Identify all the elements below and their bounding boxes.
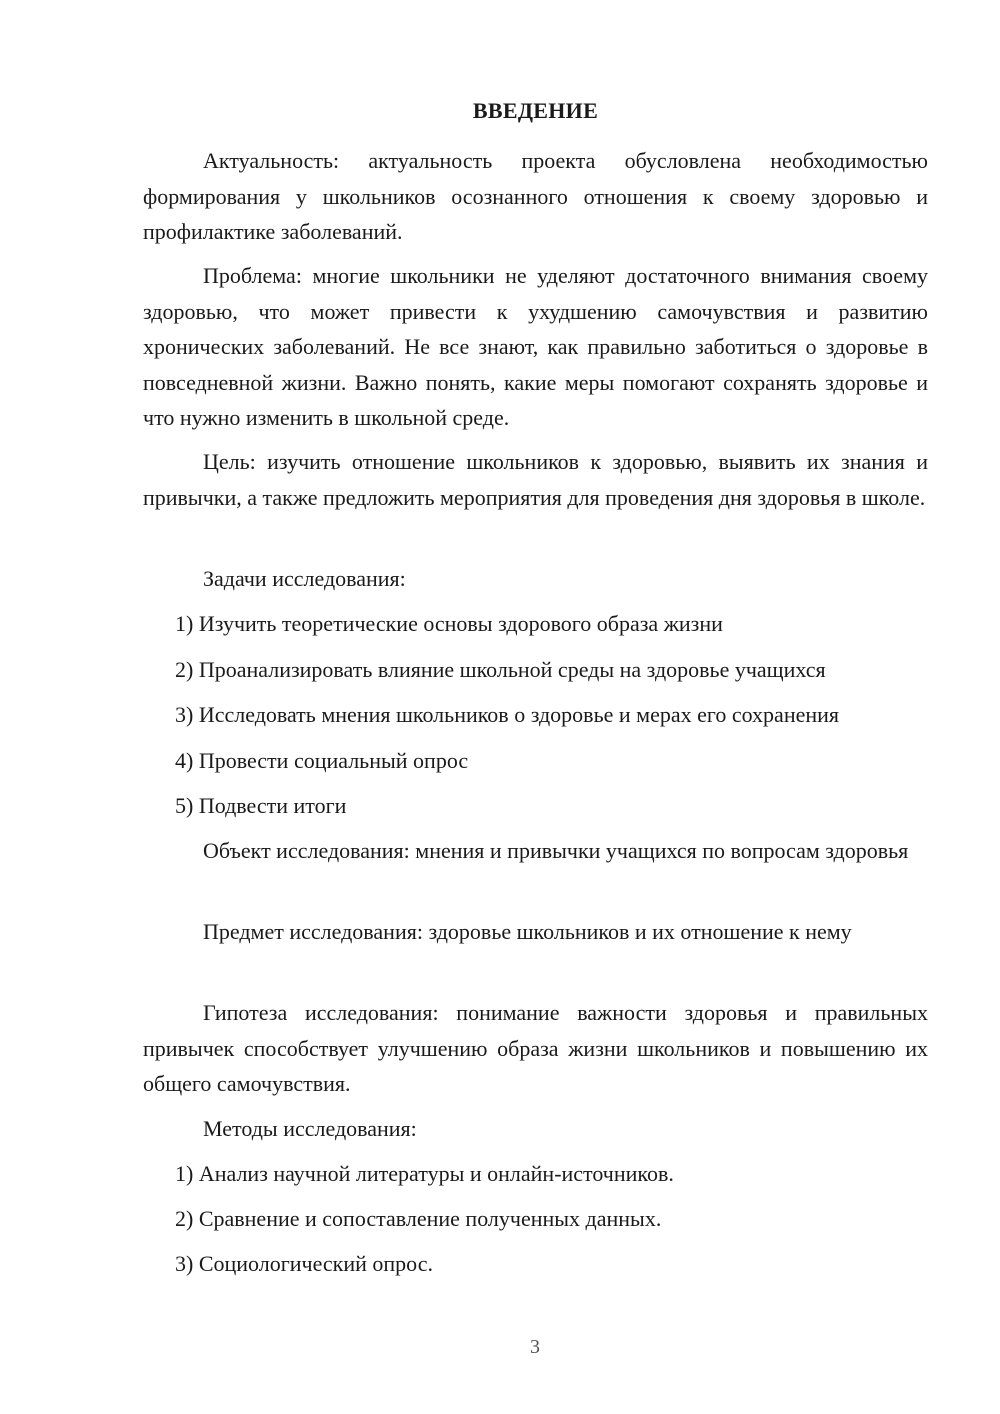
tasks-heading: Задачи исследования: bbox=[203, 566, 406, 591]
page-title: ВВЕДЕНИЕ bbox=[472, 98, 599, 123]
task-item: 3) Исследовать мнения школьников о здоровье и мерах его сохранения bbox=[175, 702, 840, 727]
task-item: 2) Проанализировать влияние школьной среды на здоровье учащихся bbox=[175, 657, 826, 682]
task-item: 5) Подвести итоги bbox=[175, 793, 347, 818]
methods-heading: Методы исследования: bbox=[203, 1116, 417, 1141]
method-item: 1) Анализ научной литературы и онлайн-источников. bbox=[175, 1161, 674, 1186]
hypothesis-paragraph: Гипотеза исследования: понимание важности здоровья и правильных привычек способствует улучшению образа жизни школьников и повышению их общего самочувствия. bbox=[143, 1000, 928, 1096]
problem-paragraph: Проблема: многие школьники не уделяют достаточного внимания своему здоровью, что может привести к ухудшению самочувствия и развитию хронических заболеваний. Не все знают, как правильно заботиться о здоровье в повседневной жизни. Важно понять, какие меры помогают сохранять здоровье и что нужно изменить в школьной среде. bbox=[143, 263, 928, 430]
task-item: 4) Провести социальный опрос bbox=[175, 748, 469, 773]
goal-paragraph: Цель: изучить отношение школьников к здоровью, выявить их знания и привычки, а также предложить мероприятия для проведения дня здоровья в школе. bbox=[143, 449, 928, 510]
object-paragraph: Объект исследования: мнения и привычки учащихся по вопросам здоровья bbox=[203, 838, 909, 863]
task-item: 1) Изучить теоретические основы здорового образа жизни bbox=[175, 611, 723, 636]
method-item: 3) Социологический опрос. bbox=[175, 1251, 433, 1276]
method-item: 2) Сравнение и сопоставление полученных данных. bbox=[175, 1206, 662, 1231]
subject-paragraph: Предмет исследования: здоровье школьников и их отношение к нему bbox=[203, 919, 852, 944]
page-number: 3 bbox=[530, 1336, 540, 1358]
relevance-paragraph: Актуальность: актуальность проекта обусловлена необходимостью формирования у школьников осознанного отношения к своему здоровью и профилактике заболеваний. bbox=[143, 148, 928, 244]
